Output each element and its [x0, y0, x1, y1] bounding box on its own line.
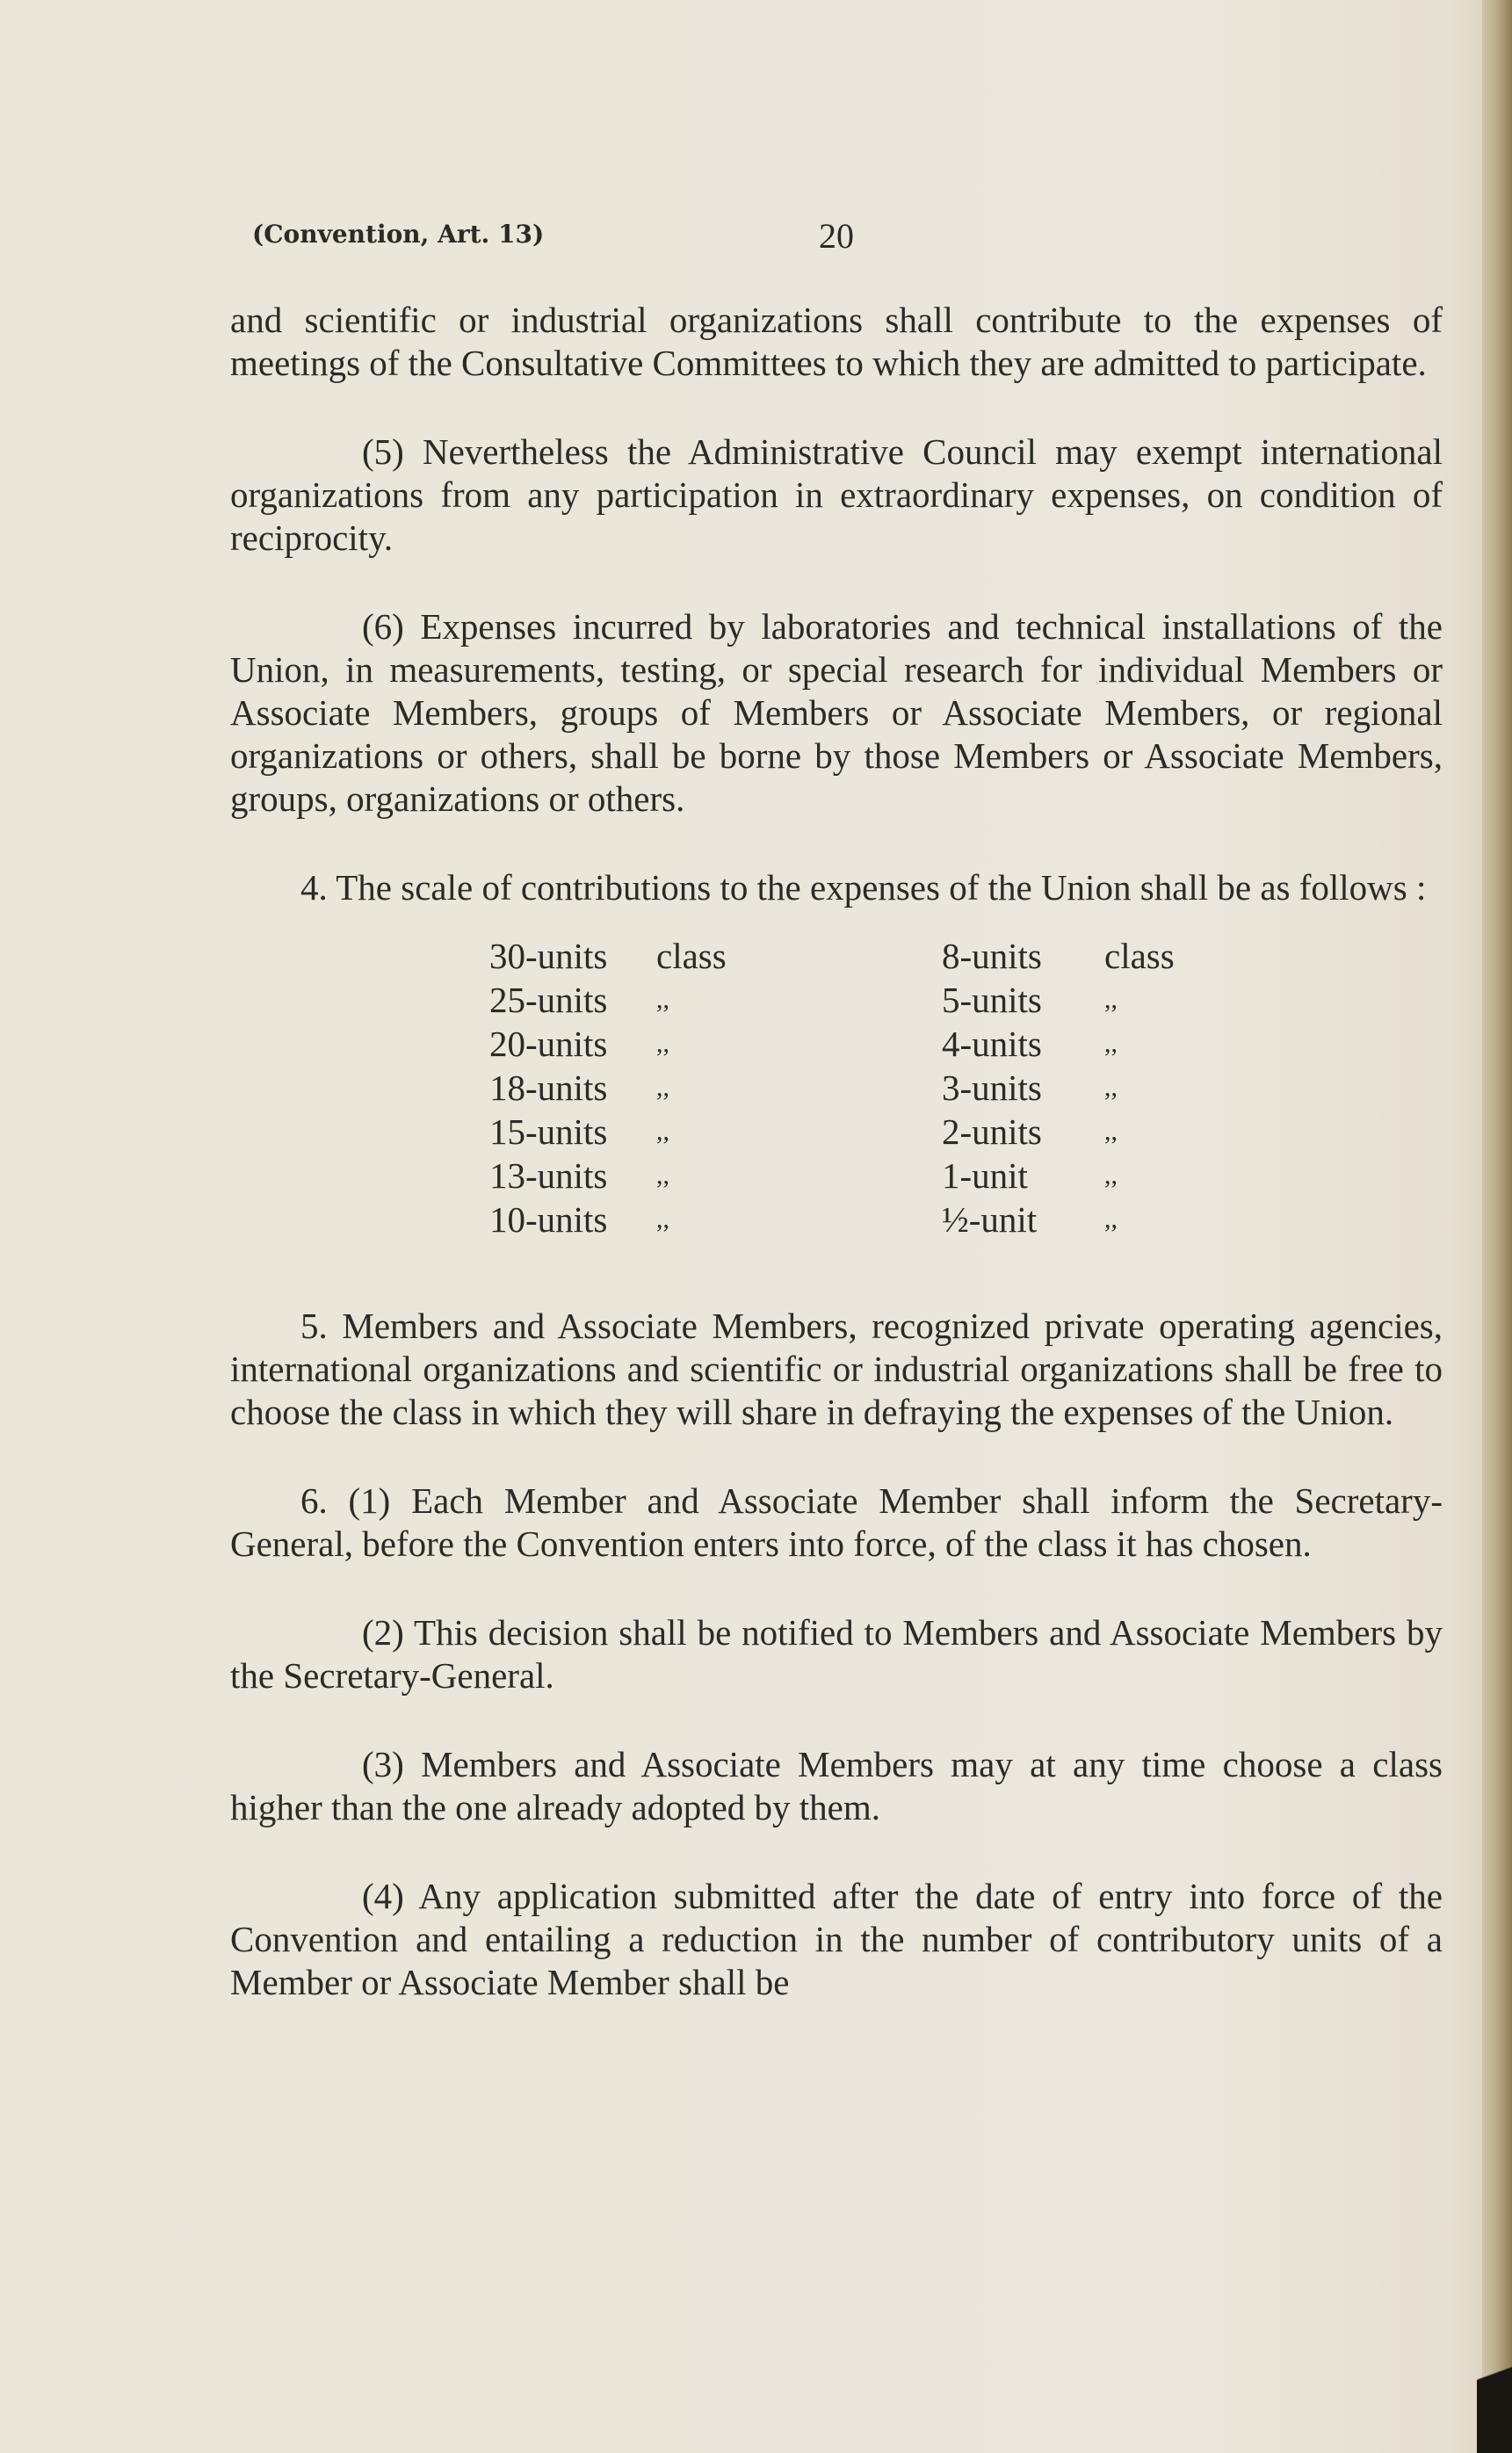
page-number: 20: [819, 216, 854, 256]
ditto-mark: ,,: [1104, 1029, 1118, 1058]
paragraph-6-3: (3) Members and Associate Members may at any time choose a class higher than the one already adopted by them.: [230, 1744, 1443, 1827]
units-label: 15-units: [489, 1111, 608, 1152]
units-label: 5-units: [942, 980, 1042, 1020]
article-reference: (Convention, Art. 13): [252, 220, 545, 249]
units-label: 18-units: [489, 1067, 608, 1108]
units-label: 2-units: [942, 1111, 1042, 1152]
book-spine-shadow: [1482, 0, 1512, 2453]
units-label: 20-units: [489, 1024, 608, 1064]
scale-row: [489, 934, 727, 978]
ditto-mark: ,,: [1104, 1073, 1118, 1102]
scale-column-left: [489, 934, 727, 1241]
scale-column-right: [942, 934, 1175, 1241]
scale-row: [942, 1110, 1118, 1154]
scale-row: [942, 1022, 1118, 1066]
units-label: 4-units: [942, 1024, 1042, 1064]
scale-row: [489, 1022, 669, 1066]
class-label: class: [1104, 936, 1175, 976]
scale-row: [489, 1066, 669, 1110]
units-label: 13-units: [489, 1155, 608, 1196]
ditto-mark: ,,: [656, 1161, 669, 1190]
ditto-mark: ,,: [656, 1073, 669, 1102]
units-label: 10-units: [489, 1199, 608, 1240]
ditto-mark: ,,: [1104, 985, 1118, 1014]
scale-row: [489, 1154, 669, 1198]
paragraph-continuation: and scientific or industrial organizations shall contribute to the expenses of meetings of the Consultative Committees to which they are admitted to participate.: [230, 300, 1443, 383]
units-label: 8-units: [942, 936, 1042, 976]
ditto-mark: ,,: [1104, 1117, 1118, 1146]
paragraph-6-4: (4) Any application submitted after the date of entry into force of the Convention and entailing a reduction in the number of contributory units of a Member or Associate Member shall be: [230, 1876, 1443, 2002]
paragraph-6-1: 6. (1) Each Member and Associate Member shall inform the Secretary-General, before the Convention enters into force, of the class it has chosen.: [230, 1480, 1443, 1564]
scale-row: [489, 1110, 669, 1154]
scale-row: [489, 978, 669, 1022]
ditto-mark: ,,: [656, 1029, 669, 1058]
paragraph-5: (5) Nevertheless the Administrative Council may exempt international organizations from any participation in extraordinary expenses, on condition of reciprocity.: [230, 431, 1443, 558]
units-label: 1-unit: [942, 1155, 1028, 1196]
units-label: 3-units: [942, 1067, 1042, 1108]
class-label: class: [656, 936, 727, 976]
ditto-mark: ,,: [656, 985, 669, 1014]
page-header: [252, 215, 1438, 259]
units-label: 25-units: [489, 980, 608, 1020]
scale-row: [489, 1198, 669, 1241]
scale-row: [942, 1154, 1118, 1198]
units-label: 30-units: [489, 936, 608, 976]
scale-row: [942, 1198, 1118, 1241]
units-label: ½-unit: [942, 1199, 1038, 1240]
ditto-mark: ,,: [656, 1205, 669, 1234]
scale-row: [942, 978, 1118, 1022]
ditto-mark: ,,: [1104, 1161, 1118, 1190]
page-body: [230, 299, 1443, 2004]
contribution-scale-table: [230, 934, 1443, 1259]
page-corner-shadow: [1477, 2321, 1512, 2453]
scale-row: [942, 1066, 1118, 1110]
paragraph-6: (6) Expenses incurred by laboratories and technical installations of the Union, in measurements, testing, or special research for individual Members or Associate Members, groups of Members or Associate Members, or regional organizations or others, shall be borne by those Members or Associate Members, groups, organizations or others.: [230, 606, 1443, 819]
ditto-mark: ,,: [656, 1117, 669, 1146]
paragraph-6-2: (2) This decision shall be notified to Members and Associate Members by the Secretary-General.: [230, 1612, 1443, 1696]
paragraph-4-scale: 4. The scale of contributions to the expenses of the Union shall be as follows :: [300, 867, 1427, 908]
scale-row: [942, 934, 1175, 978]
ditto-mark: ,,: [1104, 1205, 1118, 1234]
paragraph-5-free-choice: 5. Members and Associate Members, recognized private operating agencies, international organizations and scientific or industrial organizations shall be free to choose the class in which they will share in defraying the expenses of the Union.: [230, 1306, 1443, 1432]
